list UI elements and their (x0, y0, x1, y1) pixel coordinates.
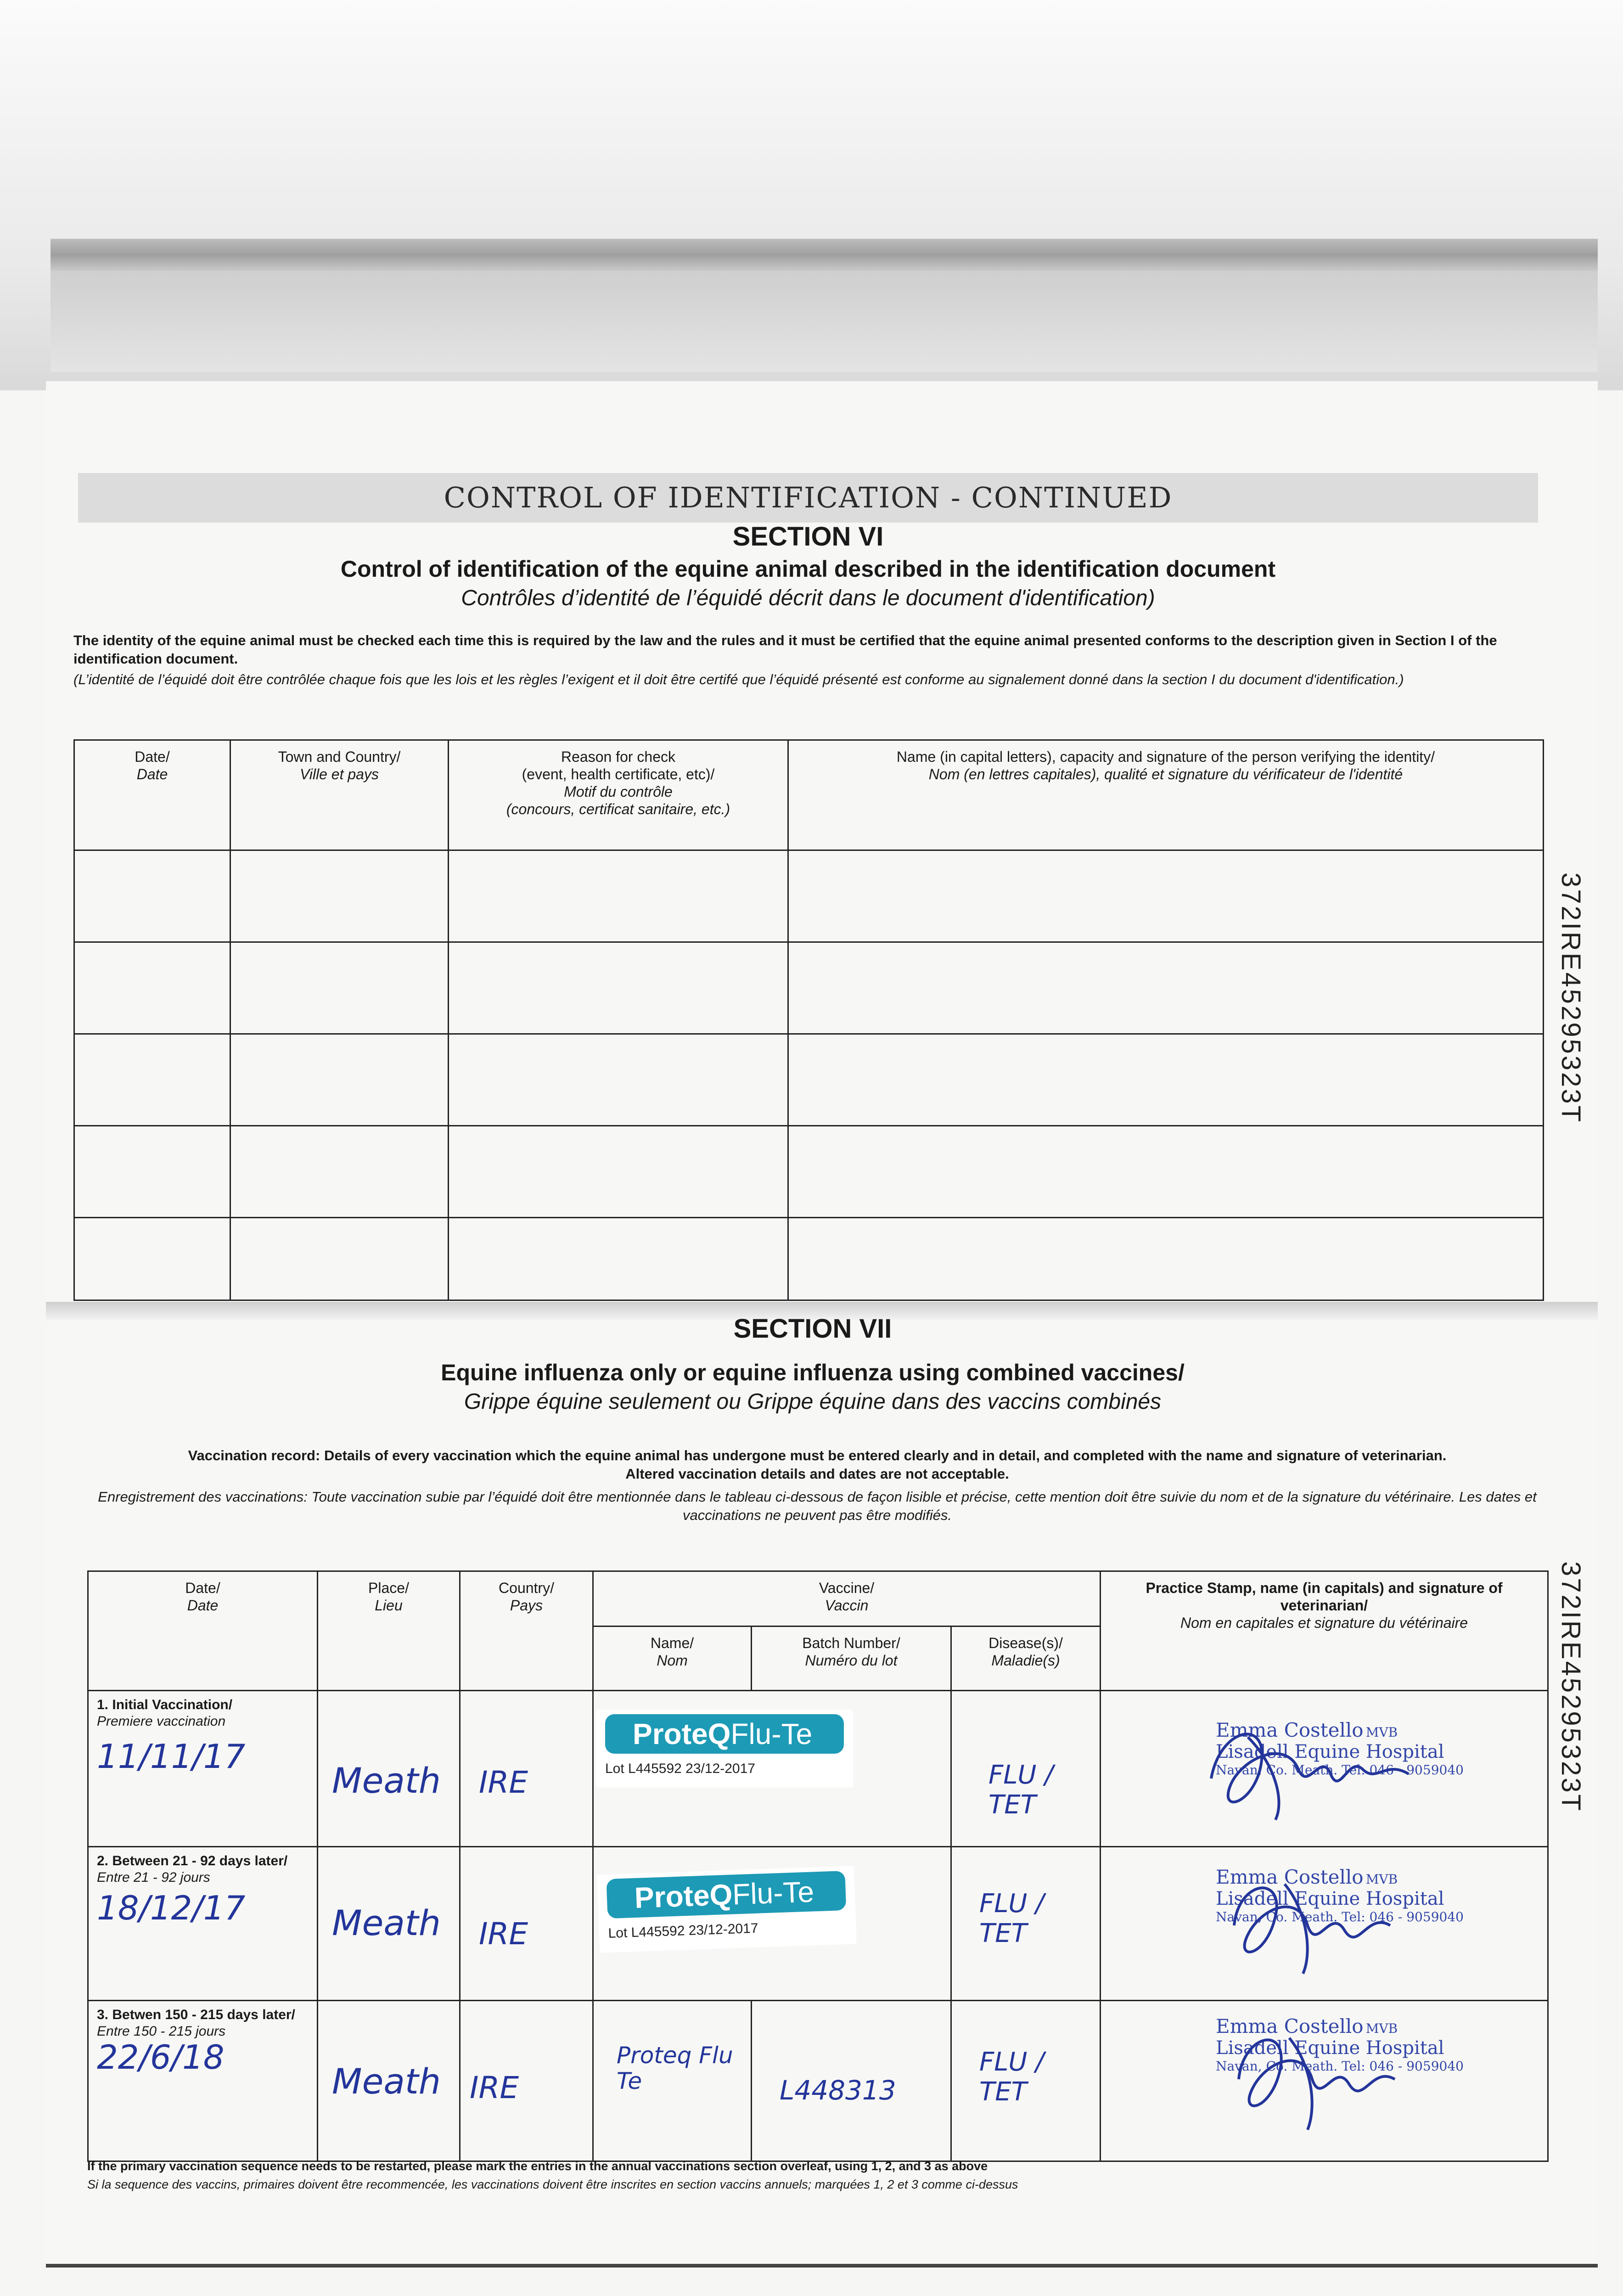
proteq-sticker (596, 1710, 853, 1788)
vac-header-stamp-fr: Nom en capitales et signature du vétérinaire (1180, 1615, 1468, 1631)
passport-id-vertical: 372IRE45295323T (1556, 872, 1586, 1124)
id-header-verifier-en: Name (in capital letters), capacity and signature of the person verifying the identity/ (896, 748, 1435, 765)
vac-header-name-en: Name/ (650, 1635, 694, 1651)
proteq-brand: ProteQ (634, 1878, 733, 1914)
passport-id-vertical-2: 372IRE45295323T (1556, 1561, 1586, 1812)
binding-shadow (51, 271, 1598, 372)
table-cell[interactable] (449, 1034, 788, 1126)
vac-place[interactable]: Meath (318, 2001, 460, 2161)
banner-title: CONTROL OF IDENTIFICATION - CONTINUED (444, 481, 1173, 514)
vac-header-batch-fr: Numéro du lot (805, 1652, 898, 1669)
vac-date: 18/12/17 (97, 1889, 246, 1927)
section6-subtitle-fr: Contrôles d’identité de l’équidé décrit dans le document d'identification) (461, 586, 1155, 610)
table-cell[interactable] (449, 850, 788, 942)
id-header-reason-en: Reason for check (event, health certificate, etc)/ (522, 748, 715, 782)
scanner-lid-area (0, 0, 1623, 390)
table-cell[interactable] (74, 942, 230, 1034)
vac-disease[interactable]: FLU / TET (951, 1691, 1101, 1847)
id-header-reason-fr: Motif du contrôle (concours, certificat sanitaire, etc.) (506, 783, 730, 817)
id-header-town (230, 740, 449, 850)
vac-header-date (88, 1571, 318, 1691)
vet-name: Emma Costello (1216, 2015, 1364, 2037)
vet-address: Navan, Co. Meath. Tel: 046 - 9059040 (1216, 1762, 1464, 1778)
table-row (74, 1126, 1544, 1218)
vac-batch[interactable]: L448313 (752, 2001, 951, 2161)
vac-header-country-en: Country/ (499, 1580, 554, 1596)
row-label-fr: Entre 21 - 92 jours (97, 1870, 210, 1885)
vac-date-cell[interactable] (88, 2001, 318, 2161)
id-header-town-en: Town and Country/ (278, 748, 401, 765)
section7-subtitle-fr: Grippe équine seulement ou Grippe équine dans des vaccins combinés (464, 1390, 1162, 1414)
section6-note-fr: (L’identité de l’équidé doit être contrôlée chaque fois que les lois et les règles l’exigent et il doit être certifé que l’équidé présenté est conforme au signalement donné dans la section I du document d'identification.) (73, 671, 1404, 687)
proteq-sticker (597, 1866, 857, 1953)
vac-disease[interactable]: FLU / TET (951, 1847, 1101, 2001)
table-cell[interactable] (74, 1034, 230, 1126)
vac-country[interactable]: IRE (460, 1691, 593, 1847)
vet-address: Navan, Co. Meath. Tel: 046 - 9059040 (1216, 2059, 1464, 2074)
vac-header-place (318, 1571, 460, 1691)
vet-hospital: Lisadell Equine Hospital (1216, 2037, 1444, 2059)
section7-note-fr: Enregistrement des vaccinations: Toute vaccination subie par l’équidé doit être mentionnée dans le tableau ci-dessous de façon lisible et précise, cette mention doit être suivie du nom et de la signature du vétérinaire. Les dates et vaccinations ne peuvent pas être modifiés. (98, 1489, 1537, 1523)
vet-signature (1216, 1861, 1409, 1981)
section7-title: SECTION VII (733, 1314, 892, 1344)
vac-header-date-fr: Date (187, 1597, 219, 1614)
vaccination-record-warning: Altered vaccination details and dates are not acceptable. (625, 1466, 1009, 1482)
vaccination-row-3 (88, 2001, 1548, 2161)
table-row (74, 1034, 1544, 1126)
table-row (74, 942, 1544, 1034)
vet-signature (1193, 1710, 1432, 1829)
vaccination-row-2 (88, 1847, 1548, 2001)
table-cell[interactable] (788, 942, 1544, 1034)
vac-header-place-fr: Lieu (375, 1597, 403, 1614)
table-cell[interactable] (230, 850, 449, 942)
row-label-fr: Entre 150 - 215 jours (97, 2024, 226, 2039)
vac-stamp-cell[interactable] (1101, 2001, 1548, 2161)
section7-subtitle-en: Equine influenza only or equine influenza using combined vaccines/ (441, 1360, 1185, 1385)
proteq-suffix: Flu-Te (730, 1717, 813, 1750)
vet-hospital: Lisadell Equine Hospital (1216, 1741, 1444, 1762)
vet-signature (1220, 2010, 1413, 2139)
vac-header-date-en: Date/ (185, 1580, 220, 1596)
vac-header-vaccine-en: Vaccine/ (819, 1580, 875, 1596)
table-cell[interactable] (788, 1218, 1544, 1300)
vaccination-record-text: Details of every vaccination which the equine animal has undergone must be entered clearly and in detail, and completed with the name and signature of veterinarian. (324, 1447, 1447, 1463)
vaccine-lot: Lot L445592 23/12-2017 (608, 1920, 759, 1941)
proteq-suffix: Flu-Te (731, 1875, 815, 1911)
id-header-date-fr: Date (136, 766, 168, 782)
row-label: 1. Initial Vaccination/ (97, 1697, 233, 1712)
table-cell[interactable] (230, 1126, 449, 1218)
vac-header-vaccine (593, 1571, 1101, 1626)
table-cell[interactable] (449, 1126, 788, 1218)
row-label: 3. Betwen 150 - 215 days later/ (97, 2007, 295, 2022)
vac-header-name (593, 1626, 752, 1691)
section6-note-en: The identity of the equine animal must be checked each time this is required by the law and the rules and it must be certified that the equine animal presented conforms to the description given in Section I of the identification document. (73, 632, 1497, 667)
row-label: 2. Between 21 - 92 days later/ (97, 1853, 288, 1868)
vac-name-batch-cell[interactable] (593, 1847, 951, 2001)
proteq-logo (607, 1871, 847, 1919)
vet-suffix: MVB (1365, 2021, 1398, 2036)
vac-date-cell[interactable] (88, 1847, 318, 2001)
vac-name[interactable]: Proteq Flu Te (593, 2001, 752, 2161)
vac-date-cell[interactable] (88, 1691, 318, 1847)
vac-date: 11/11/17 (97, 1737, 246, 1776)
id-header-date-en: Date/ (135, 748, 170, 765)
vac-header-disease-en: Disease(s)/ (988, 1635, 1063, 1651)
vac-disease[interactable]: FLU / TET (951, 2001, 1101, 2161)
footer-fr: Si la sequence des vaccins, primaires doivent être recommencée, les vaccinations doivent être inscrites en section vaccins annuels; marquées 1, 2 et 3 comme ci-dessus (87, 2178, 1018, 2191)
vac-header-stamp (1101, 1571, 1548, 1691)
vac-stamp-cell[interactable] (1101, 1847, 1548, 2001)
vet-address: Navan, Co. Meath. Tel: 046 - 9059040 (1216, 1909, 1464, 1925)
vac-place[interactable]: Meath (318, 1847, 460, 2001)
table-cell[interactable] (788, 1126, 1544, 1218)
vaccination-record-label: Vaccination record: (188, 1447, 320, 1463)
vac-header-stamp-en: Practice Stamp, name (in capitals) and signature of veterinarian/ (1146, 1580, 1503, 1614)
vaccination-table (87, 1570, 1549, 2162)
table-cell[interactable] (449, 942, 788, 1034)
vet-suffix: MVB (1365, 1872, 1398, 1887)
vet-suffix: MVB (1365, 1725, 1398, 1740)
identity-check-table (73, 739, 1544, 1301)
section6-subtitle-en: Control of identification of the equine animal described in the identification document (340, 556, 1276, 582)
vac-header-batch (752, 1626, 951, 1691)
proteq-brand: ProteQ (633, 1717, 731, 1750)
id-header-date (74, 740, 230, 850)
table-cell[interactable] (449, 1218, 788, 1300)
proteq-logo (605, 1714, 844, 1754)
vaccination-row-1 (88, 1691, 1548, 1847)
table-row (74, 1218, 1544, 1300)
vac-header-name-fr: Nom (657, 1652, 688, 1669)
table-cell[interactable] (788, 850, 1544, 942)
table-cell[interactable] (74, 1218, 230, 1300)
vaccine-lot: Lot L445592 23/12-2017 (605, 1761, 755, 1776)
vac-header-place-en: Place/ (368, 1580, 409, 1596)
id-header-reason (449, 740, 788, 850)
section7-note-en (87, 1446, 1547, 1483)
vac-country[interactable]: IRE (460, 2001, 593, 2161)
table-cell[interactable] (230, 1218, 449, 1300)
table-cell[interactable] (230, 942, 449, 1034)
binding-band (51, 239, 1598, 271)
row-label-fr: Premiere vaccination (97, 1714, 226, 1729)
table-cell[interactable] (74, 850, 230, 942)
vet-hospital: Lisadell Equine Hospital (1216, 1888, 1444, 1909)
page-bottom-edge (46, 2264, 1598, 2268)
vet-name: Emma Costello (1216, 1866, 1364, 1888)
vac-header-country (460, 1571, 593, 1691)
vac-stamp-cell[interactable] (1101, 1691, 1548, 1847)
vac-place[interactable]: Meath (318, 1691, 460, 1847)
id-header-town-fr: Ville et pays (300, 766, 379, 782)
vac-header-batch-en: Batch Number/ (802, 1635, 900, 1651)
id-header-verifier (788, 740, 1544, 850)
table-row (74, 850, 1544, 942)
vac-date: 22/6/18 (97, 2038, 225, 2077)
table-cell[interactable] (74, 1126, 230, 1218)
vac-name-batch-cell[interactable] (593, 1691, 951, 1847)
vac-header-country-fr: Pays (510, 1597, 543, 1614)
vac-header-disease (951, 1626, 1101, 1691)
vet-name: Emma Costello (1216, 1719, 1364, 1741)
vac-header-vaccine-fr: Vaccin (825, 1597, 869, 1614)
id-header-verifier-fr: Nom (en lettres capitales), qualité et signature du vérificateur de l'identité (928, 766, 1403, 782)
table-cell[interactable] (788, 1034, 1544, 1126)
vac-country[interactable]: IRE (460, 1847, 593, 2001)
table-cell[interactable] (230, 1034, 449, 1126)
footer-en: If the primary vaccination sequence needs to be restarted, please mark the entries in the annual vaccinations section overleaf, using 1, 2, and 3 as above (87, 2159, 988, 2173)
section6-title: SECTION VI (732, 522, 884, 551)
vac-header-disease-fr: Maladie(s) (991, 1652, 1060, 1669)
